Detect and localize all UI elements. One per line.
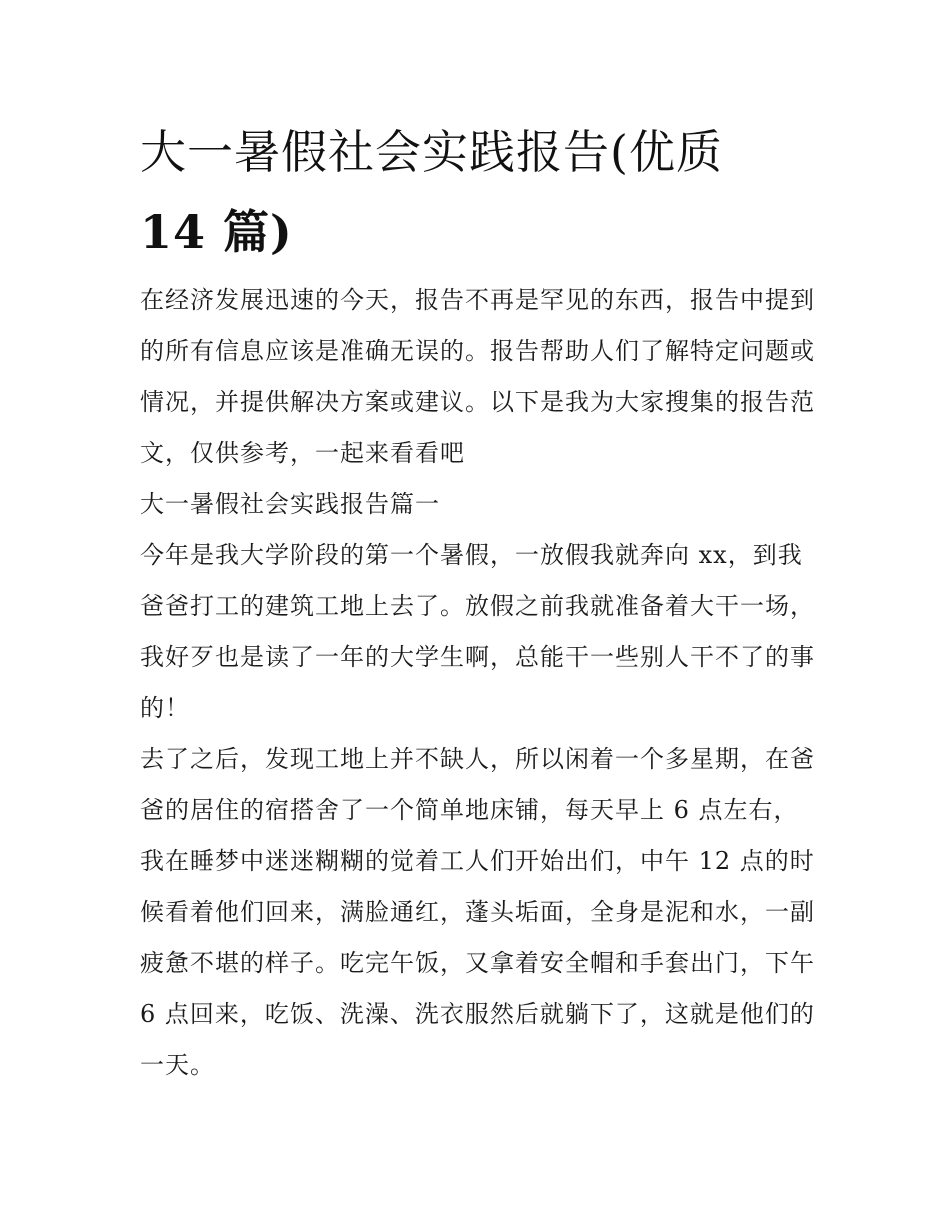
section-heading: 大一暑假社会实践报告篇一	[140, 490, 440, 518]
intro-paragraph: 在经济发展迅速的今天，报告不再是罕见的东西，报告中提到的所有信息应该是准确无误的。报告帮助人们了解特定问题或情况，并提供解决方案或建议。以下是我为大家搜集的报告范文，仅供参考，一起来看看吧	[140, 286, 815, 467]
title-line-2: 14 篇)	[140, 205, 293, 259]
body-paragraph: 去了之后，发现工地上并不缺人，所以闲着一个多星期，在爸爸的居住的宿搭舍了一个简单地床铺，每天早上 6 点左右，我在睡梦中迷迷糊糊的觉着工人们开始出们，中午 12 点的时候看着他们回来，满脸通红，蓬头垢面，全身是泥和水，一副疲惫不堪的样子。吃完午饭，又拿着安全帽和手套出门，下午 6 点回来，吃饭、洗澡、洗衣服然后就躺下了，这就是他们的一天。	[140, 745, 815, 1079]
document-body	[140, 275, 820, 1091]
title-line-1: 大一暑假社会实践报告(优质	[140, 125, 723, 179]
body-paragraph: 今年是我大学阶段的第一个暑假，一放假我就奔向 xx，到我爸爸打工的建筑工地上去了。放假之前我就准备着大干一场，我好歹也是读了一年的大学生啊，总能干一些别人干不了的事的！	[140, 541, 815, 722]
document-title	[140, 112, 820, 272]
